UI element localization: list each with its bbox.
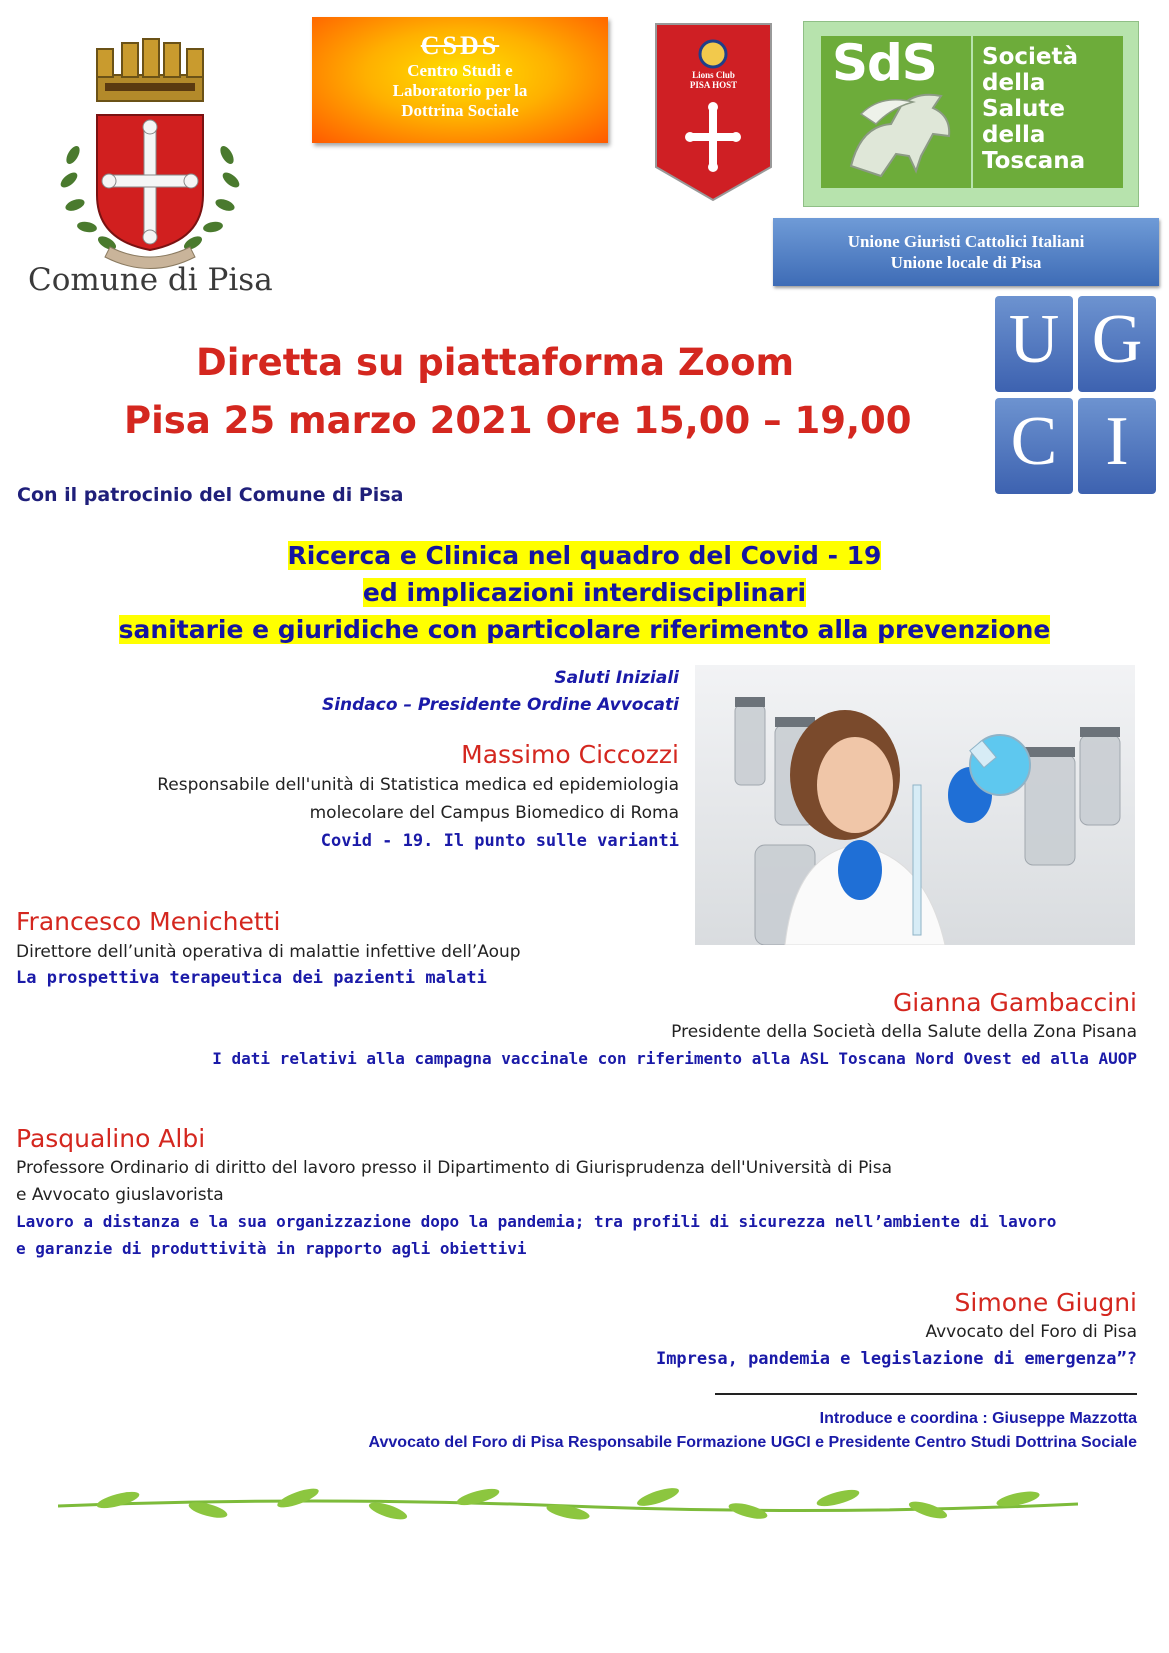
speaker-topic: La prospettiva terapeutica dei pazienti malati (16, 968, 487, 988)
ugci-logo (995, 296, 1156, 494)
speaker-description: Direttore dell’unità operativa di malattie infettive dell’Aoup (16, 942, 521, 962)
crown-icon (97, 39, 203, 101)
lions-club-line: PISA HOST (689, 80, 738, 90)
conference-title-text: Ricerca e Clinica nel quadro del Covid - 19 (287, 541, 882, 570)
speaker-name: Francesco Menichetti (16, 907, 281, 936)
speaker-name: Gianna Gambaccini (892, 988, 1137, 1017)
speaker-description: Professore Ordinario di diritto del lavoro presso il Dipartimento di Giurisprudenza dell'Università di Pisa (16, 1158, 893, 1178)
speaker-topic: Covid - 19. Il punto sulle varianti (320, 831, 679, 851)
sds-name (982, 44, 1085, 174)
ugci-letter: U (1008, 301, 1060, 378)
sds-name-line: della (982, 122, 1046, 148)
event-platform-heading: Diretta su piattaforma Zoom (196, 341, 795, 384)
ugci-letter: C (1010, 403, 1058, 480)
csds-line: Dottrina Sociale (401, 101, 519, 120)
vine-decoration-icon (58, 1480, 1078, 1530)
lions-club-line: Lions Club (692, 70, 735, 80)
conference-title-line (0, 615, 1169, 644)
conference-title-line (0, 541, 1169, 570)
separator-line (715, 1393, 1137, 1395)
ugci-banner (773, 218, 1159, 286)
moderator-line: Introduce e coordina : Giuseppe Mazzotta (819, 1410, 1137, 1427)
speaker-topic: I dati relativi alla campagna vaccinale con riferimento alla ASL Toscana Nord Ovest ed alla AUOP (212, 1049, 1137, 1068)
sds-name-line: Toscana (982, 148, 1086, 174)
speaker-topic: e garanzie di produttività in rapporto agli obiettivi (16, 1239, 527, 1258)
lab-researcher-photo (695, 665, 1135, 945)
speaker-topic: Impresa, pandemia e legislazione di emergenza”? (655, 1349, 1137, 1369)
ugci-letter: G (1091, 301, 1143, 378)
opening-sindaco: Sindaco – Presidente Ordine Avvocati (321, 695, 679, 715)
sds-name-line: della (982, 70, 1046, 96)
sds-name-line: Società (982, 44, 1078, 70)
moderator-role: Avvocato del Foro di Pisa Responsabile Formazione UGCI e Presidente Centro Studi Dottrina Sociale (368, 1434, 1137, 1451)
patronage-line: Con il patrocinio del Comune di Pisa (17, 484, 404, 506)
csds-line: Centro Studi e (407, 61, 513, 80)
csds-title: CSDS (420, 31, 500, 60)
lions-banner-shape (650, 22, 777, 202)
speaker-description: e Avvocato giuslavorista (16, 1185, 224, 1205)
ugci-banner-line: Unione locale di Pisa (890, 253, 1042, 272)
conference-title-text: sanitarie e giuridiche con particolare riferimento alla prevenzione (118, 615, 1051, 644)
speaker-description: Presidente della Società della Salute della Zona Pisana (671, 1022, 1137, 1042)
sds-logo (803, 21, 1139, 207)
lions-club-banner (650, 22, 777, 202)
speaker-description: molecolare del Campus Biomedico di Roma (309, 803, 679, 823)
ugci-banner-line: Unione Giuristi Cattolici Italiani (847, 232, 1085, 251)
ugci-letter: I (1105, 403, 1129, 480)
csds-line: Laboratorio per la (392, 81, 528, 100)
conference-title-text: ed implicazioni interdisciplinari (362, 578, 807, 607)
lions-emblem-icon (700, 41, 726, 67)
sds-acronym: SdS (832, 34, 937, 92)
speaker-description: Responsabile dell'unità di Statistica medica ed epidemiologia (157, 775, 679, 795)
csds-logo (312, 17, 608, 143)
speaker-description: Avvocato del Foro di Pisa (925, 1322, 1137, 1342)
opening-saluti: Saluti Iniziali (554, 668, 679, 688)
lions-club-text (650, 70, 777, 90)
comune-di-pisa-label: Comune di Pisa (28, 262, 273, 298)
speaker-topic: Lavoro a distanza e la sua organizzazione dopo la pandemia; tra profili di sicurezza nell’ambiente di lavoro (16, 1212, 1057, 1231)
speaker-name: Pasqualino Albi (16, 1124, 206, 1153)
sds-name-line: Salute (982, 96, 1065, 122)
speaker-name: Simone Giugni (954, 1288, 1137, 1317)
conference-title-line (0, 578, 1169, 607)
speaker-name: Massimo Ciccozzi (461, 740, 679, 769)
event-date-heading: Pisa 25 marzo 2021 Ore 15,00 – 19,00 (124, 399, 912, 442)
